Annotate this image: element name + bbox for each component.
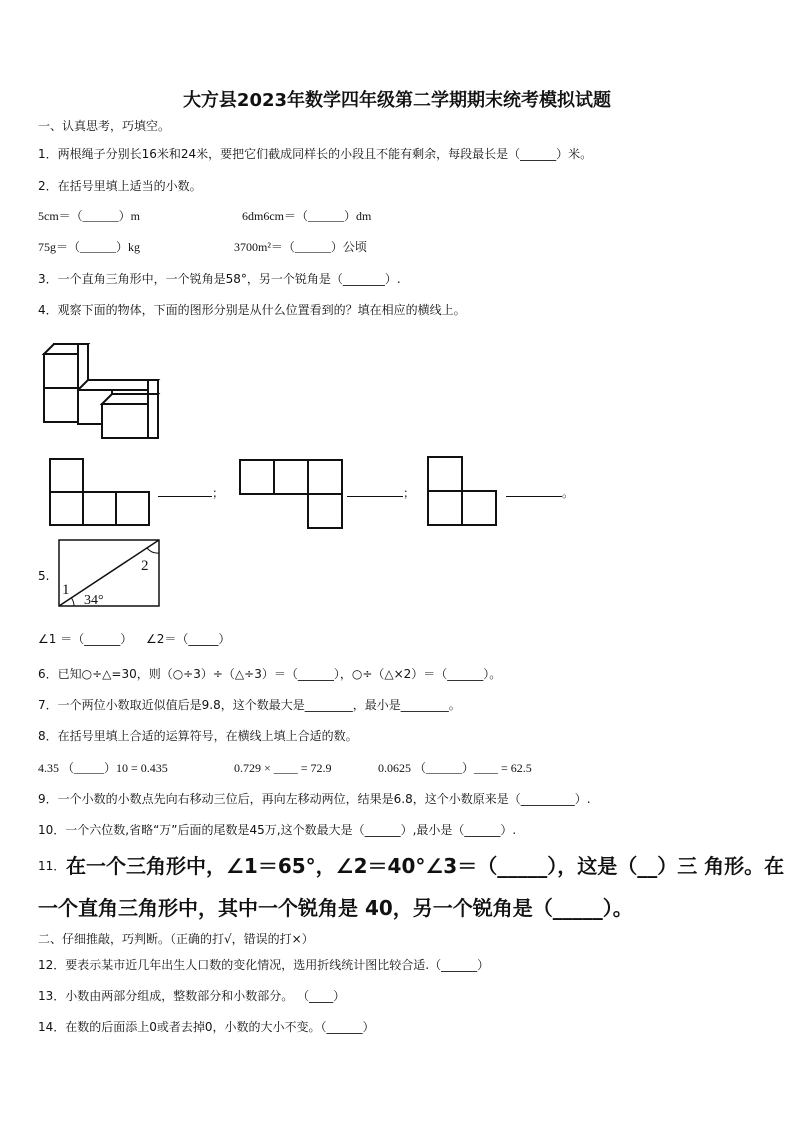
question-2-item-b: 6dm6cm＝（______）dm: [242, 209, 372, 223]
question-6: 6．已知○÷△=30，则（○÷3）÷（△÷3）＝（______），○÷（△×2）＝（______）。: [38, 667, 502, 681]
question-11-line-1: 在一个三角形中，∠1＝65°，∠2＝40°∠3＝（_____），这是（__）三 角形。在: [66, 854, 785, 878]
view-figure-1: [48, 457, 154, 529]
section-2-heading: 二、仔细推敲，巧判断。（正确的打√，错误的打×）: [38, 932, 314, 946]
question-11-number: 11．: [38, 859, 66, 873]
angle-2-label: 2: [141, 558, 149, 574]
question-5-answer-1: ∠1 ＝（______）: [38, 632, 133, 646]
question-13: 13．小数由两部分组成，整数部分和小数部分。 （____）: [38, 989, 346, 1003]
question-8-item-a: 4.35 （_____）10 = 0.435: [38, 761, 168, 775]
angle-value-label: 34°: [84, 593, 104, 608]
view-3-answer-line: 。: [506, 485, 574, 501]
question-2-item-a: 5cm＝（______）m: [38, 209, 140, 223]
question-8-item-b: 0.729 × ____ = 72.9: [234, 761, 332, 775]
question-2-item-c: 75g＝（______）kg: [38, 240, 141, 254]
question-1: 1．两根绳子分别长16米和24米，要把它们截成同样长的小段且不能有剩余，每段最长是（______）米。: [38, 147, 593, 161]
rectangle-diagonal-figure: [58, 539, 162, 609]
question-7: 7．一个两位小数取近似值后是9.8，这个数最大是________，最小是________。: [38, 698, 461, 712]
question-11-line-2: 一个直角三角形中，其中一个锐角是 40，另一个锐角是（_____）。: [38, 896, 633, 920]
question-9: 9．一个小数的小数点先向右移动三位后，再向左移动两位，结果是6.8，这个小数原来是（_________）.: [38, 792, 591, 806]
view-figure-3: [426, 455, 500, 527]
question-8: 8．在括号里填上合适的运算符号，在横线上填上合适的数。: [38, 729, 358, 743]
angle-1-label: 1: [62, 582, 70, 598]
question-2: 2．在括号里填上适当的小数。: [38, 179, 202, 193]
view-1-answer-line: ；: [158, 485, 224, 501]
question-12: 12．要表示某市近几年出生人口数的变化情况，选用折线统计图比较合适.（______）: [38, 958, 490, 972]
question-5-number: 5.: [38, 569, 50, 583]
view-2-answer-line: ；: [347, 485, 415, 501]
question-10: 10．一个六位数,省略“万”后面的尾数是45万,这个数最大是（______）,最小是（______）.: [38, 823, 517, 837]
question-3: 3．一个直角三角形中，一个锐角是58°，另一个锐角是（_______）.: [38, 272, 401, 286]
question-4: 4．观察下面的物体，下面的图形分别是从什么位置看到的？填在相应的横线上。: [38, 303, 466, 317]
question-2-item-d: 3700m²＝（______）公顷: [234, 240, 367, 254]
question-8-item-c: 0.0625 （______）____ = 62.5: [378, 761, 532, 775]
section-1-heading: 一、认真思考，巧填空。: [38, 119, 171, 133]
cube-stack-figure: [40, 342, 164, 442]
page-title: 大方县2023年数学四年级第二学期期末统考模拟试题: [182, 90, 612, 111]
question-14: 14．在数的后面添上0或者去掉0，小数的大小不变。（______）: [38, 1020, 375, 1034]
question-5-answer-2: ∠2＝（_____）: [146, 632, 231, 646]
view-figure-2: [238, 458, 346, 530]
